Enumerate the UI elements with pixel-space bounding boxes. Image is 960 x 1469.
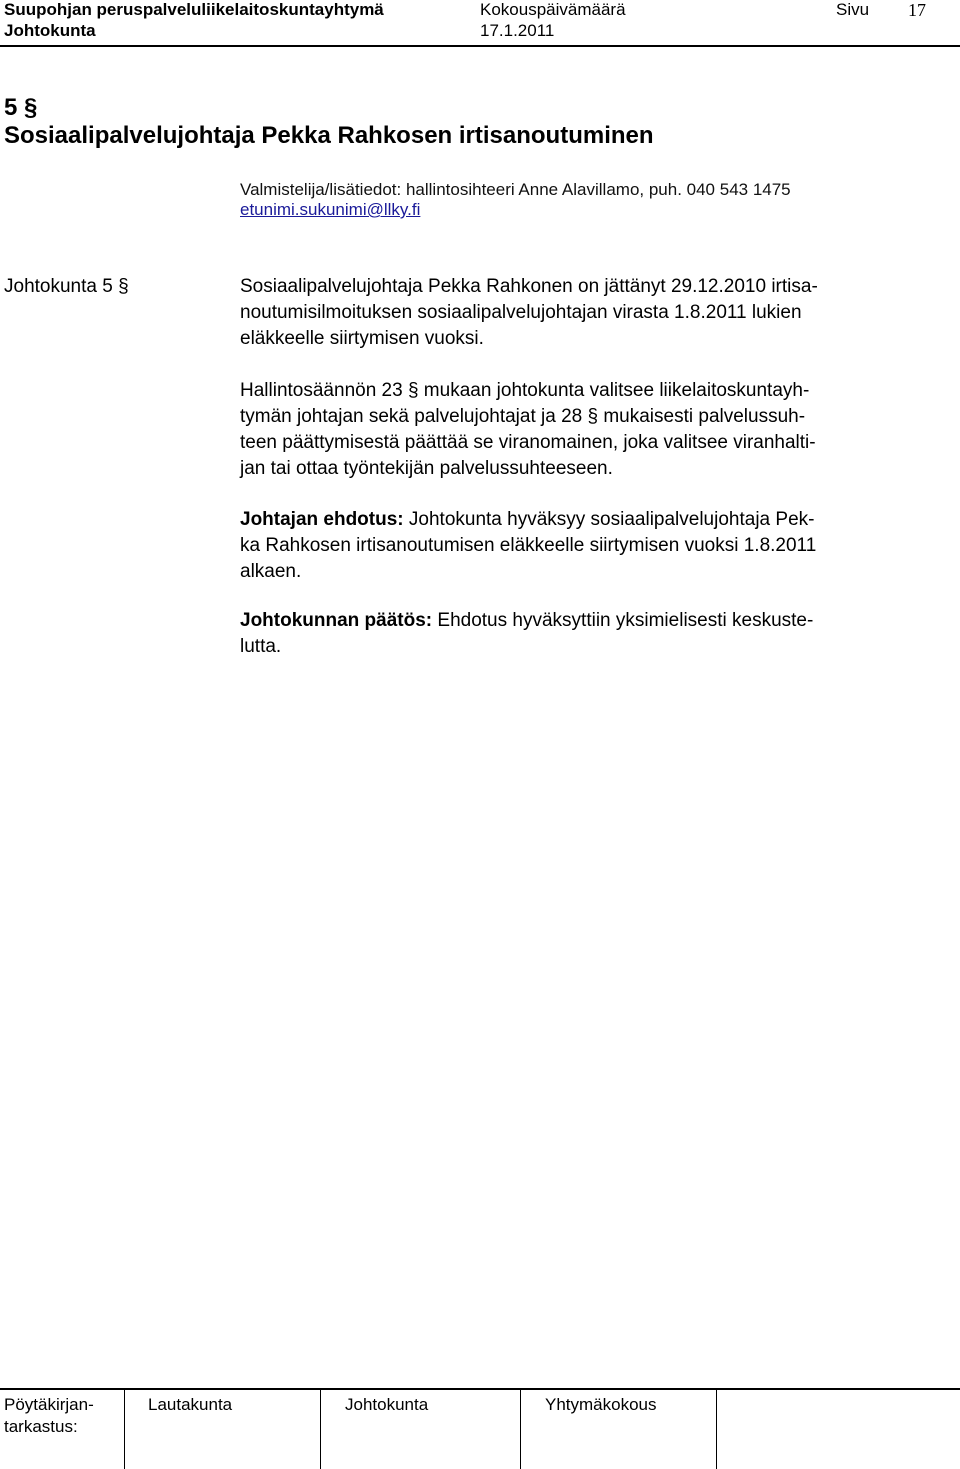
footer-yhtymakokous: Yhtymäkokous: [545, 1395, 657, 1414]
paragraph-regulation: [240, 378, 940, 482]
header-organization: Suupohjan peruspalveluliikelaitoskuntayhtymä: [4, 0, 384, 19]
header-body-name: Johtokunta: [4, 21, 96, 40]
header-page-label: Sivu: [836, 0, 870, 19]
section-title: Sosiaalipalvelujohtaja Pekka Rahkosen irtisanoutuminen: [4, 122, 654, 149]
text-line: noutumisilmoituksen sosiaalipalvelujohtajan virasta 1.8.2011 lukien: [240, 302, 802, 323]
paragraph-decision: [240, 608, 940, 660]
text-line: Hallintosäännön 23 § mukaan johtokunta valitsee liikelaitoskuntayh-: [240, 380, 810, 401]
footer-divider: [0, 1388, 960, 1390]
header-meeting-date: 17.1.2011: [480, 21, 555, 40]
header-meeting-label: Kokouspäivämäärä: [480, 0, 626, 19]
paragraph-resignation: [240, 274, 940, 352]
text-line: lutta.: [240, 636, 282, 657]
email-link[interactable]: etunimi.sukunimi@llky.fi: [240, 200, 421, 219]
proposal-label: Johtajan ehdotus:: [240, 509, 404, 530]
footer-column-divider: [520, 1389, 521, 1469]
text-line: teen päättymisestä päättää se viranomainen, joka valitsee viranhalti-: [240, 432, 816, 453]
footer-johtokunta: Johtokunta: [345, 1395, 429, 1414]
header-divider: [0, 45, 960, 47]
text-line: eläkkeelle siirtymisen vuoksi.: [240, 328, 484, 349]
footer-column-divider: [716, 1389, 717, 1469]
header-page-number: 17: [908, 0, 926, 20]
decision-label: Johtokunnan päätös:: [240, 610, 433, 631]
text-line: Sosiaalipalvelujohtaja Pekka Rahkonen on jättänyt 29.12.2010 irtisa-: [240, 276, 818, 297]
text-line: Johtokunta hyväksyy sosiaalipalvelujohtaja Pek-: [403, 509, 815, 530]
section-number: 5 §: [4, 94, 38, 121]
paragraph-proposal: [240, 507, 940, 585]
footer-review-label-2: tarkastus:: [4, 1417, 78, 1436]
text-line: jan tai ottaa työntekijän palvelussuhteeseen.: [240, 458, 613, 479]
preparer-info: Valmistelija/lisätiedot: hallintosihteeri Anne Alavillamo, puh. 040 543 1475: [240, 180, 791, 199]
text-line: alkaen.: [240, 561, 302, 582]
item-label: Johtokunta 5 §: [4, 276, 129, 297]
footer-column-divider: [320, 1389, 321, 1469]
footer-column-divider: [124, 1389, 125, 1469]
text-line: Ehdotus hyväksyttiin yksimielisesti keskuste-: [432, 610, 814, 631]
text-line: ka Rahkosen irtisanoutumisen eläkkeelle siirtymisen vuoksi 1.8.2011: [240, 535, 817, 556]
footer-lautakunta: Lautakunta: [148, 1395, 233, 1414]
text-line: tymän johtajan sekä palvelujohtajat ja 28 § mukaisesti palvelussuh-: [240, 406, 806, 427]
footer-review-label-1: Pöytäkirjan-: [4, 1395, 94, 1414]
